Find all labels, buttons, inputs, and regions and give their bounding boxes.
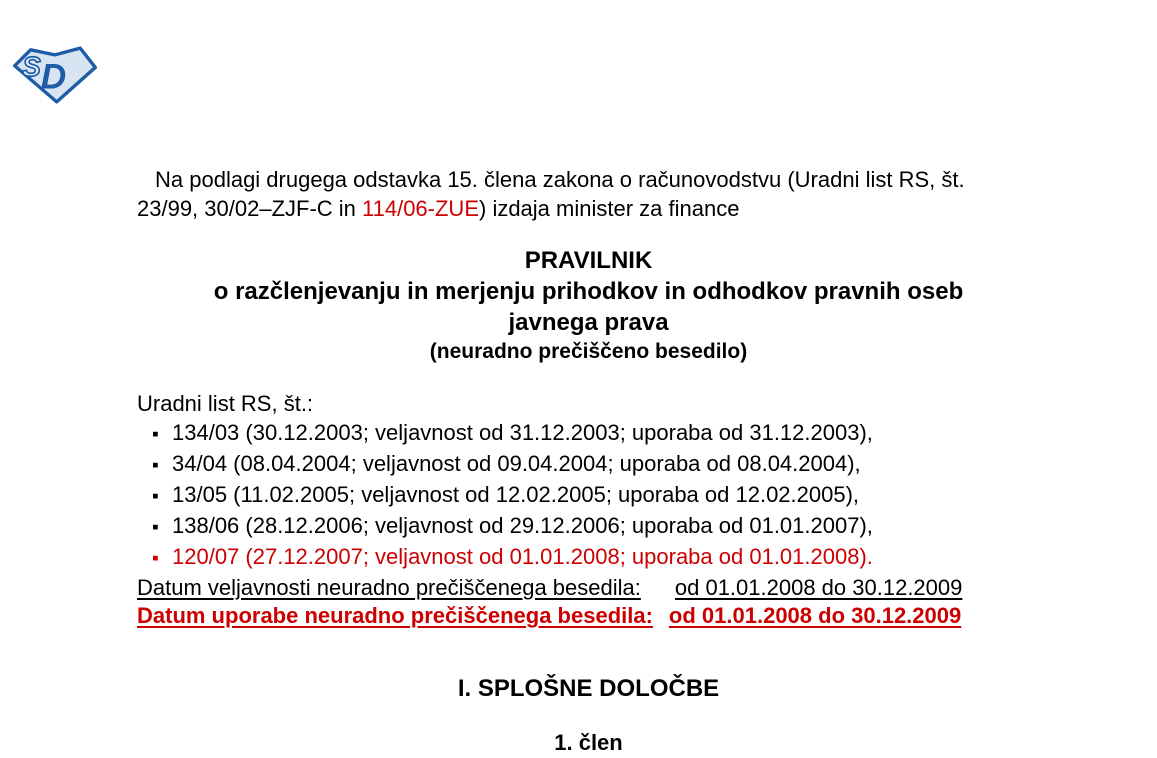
sd-logo-icon <box>13 46 97 104</box>
consolidated-text-dates <box>137 574 1040 630</box>
title-subject-line2: javnega prava <box>508 309 669 336</box>
title-pravilnik: PRAVILNIK <box>524 247 653 274</box>
gazette-list <box>137 389 1040 573</box>
section-heading: I. SPLOŠNE DOLOČBE <box>457 675 720 702</box>
validity-date-value: od 01.01.2008 do 30.12.2009 <box>674 575 963 600</box>
bullet-icon: ▪ <box>152 517 159 538</box>
gazette-item-text: 138/06 (28.12.2006; veljavnost od 29.12.2006; uporaba od 01.01.2007), <box>172 513 873 538</box>
gazette-item-text: 120/07 (27.12.2007; veljavnost od 01.01.2008; uporaba od 01.01.2008). <box>172 544 873 569</box>
bullet-icon: ▪ <box>152 424 159 445</box>
logo-letter-s: S <box>22 50 41 82</box>
gazette-item-text: 134/03 (30.12.2003; veljavnost od 31.12.2003; uporaba od 31.12.2003), <box>172 420 873 445</box>
intro-paragraph <box>137 165 1040 223</box>
intro-line2 <box>137 194 1040 223</box>
usage-date-line <box>137 602 1040 630</box>
gazette-item-text: 34/04 (08.04.2004; veljavnost od 09.04.2004; uporaba od 08.04.2004), <box>172 451 861 476</box>
gazette-reference-link[interactable]: 114/06-ZUE <box>362 196 479 221</box>
gazette-item <box>137 480 1040 511</box>
usage-date-label: Datum uporabe neuradno prečiščenega besedila: <box>137 603 653 628</box>
sd-logo-shield <box>13 46 97 104</box>
logo-letter-d: D <box>40 57 67 97</box>
gazette-item-text: 13/05 (11.02.2005; veljavnost od 12.02.2005; uporaba od 12.02.2005), <box>172 482 860 507</box>
gazette-item <box>137 449 1040 480</box>
title-subject-line: o razčlenjevanju in merjenju prihodkov in odhodkov pravnih oseb <box>213 278 964 305</box>
gazette-item-latest <box>137 542 1040 573</box>
intro-line2-post: ) izdaja minister za finance <box>479 196 740 221</box>
gazette-item <box>137 418 1040 449</box>
title-unofficial-note: (neuradno prečiščeno besedilo) <box>429 340 748 363</box>
gazette-heading: Uradni list RS, št.: <box>137 391 314 416</box>
article-heading: 1. člen <box>554 730 623 755</box>
bullet-icon: ▪ <box>152 486 159 507</box>
document-body <box>137 0 1040 758</box>
document-title-block <box>137 245 1040 365</box>
gazette-item <box>137 511 1040 542</box>
intro-line1: Na podlagi drugega odstavka 15. člena zakona o računovodstvu (Uradni list RS, št. <box>155 167 965 192</box>
intro-line2-pre: 23/99, 30/02–ZJF-C in <box>137 196 363 221</box>
validity-date-label: Datum veljavnosti neuradno prečiščenega besedila: <box>137 575 641 600</box>
bullet-icon: ▪ <box>152 548 159 569</box>
bullet-icon: ▪ <box>152 455 159 476</box>
usage-date-value: od 01.01.2008 do 30.12.2009 <box>668 603 962 628</box>
validity-date-line <box>137 574 1040 602</box>
